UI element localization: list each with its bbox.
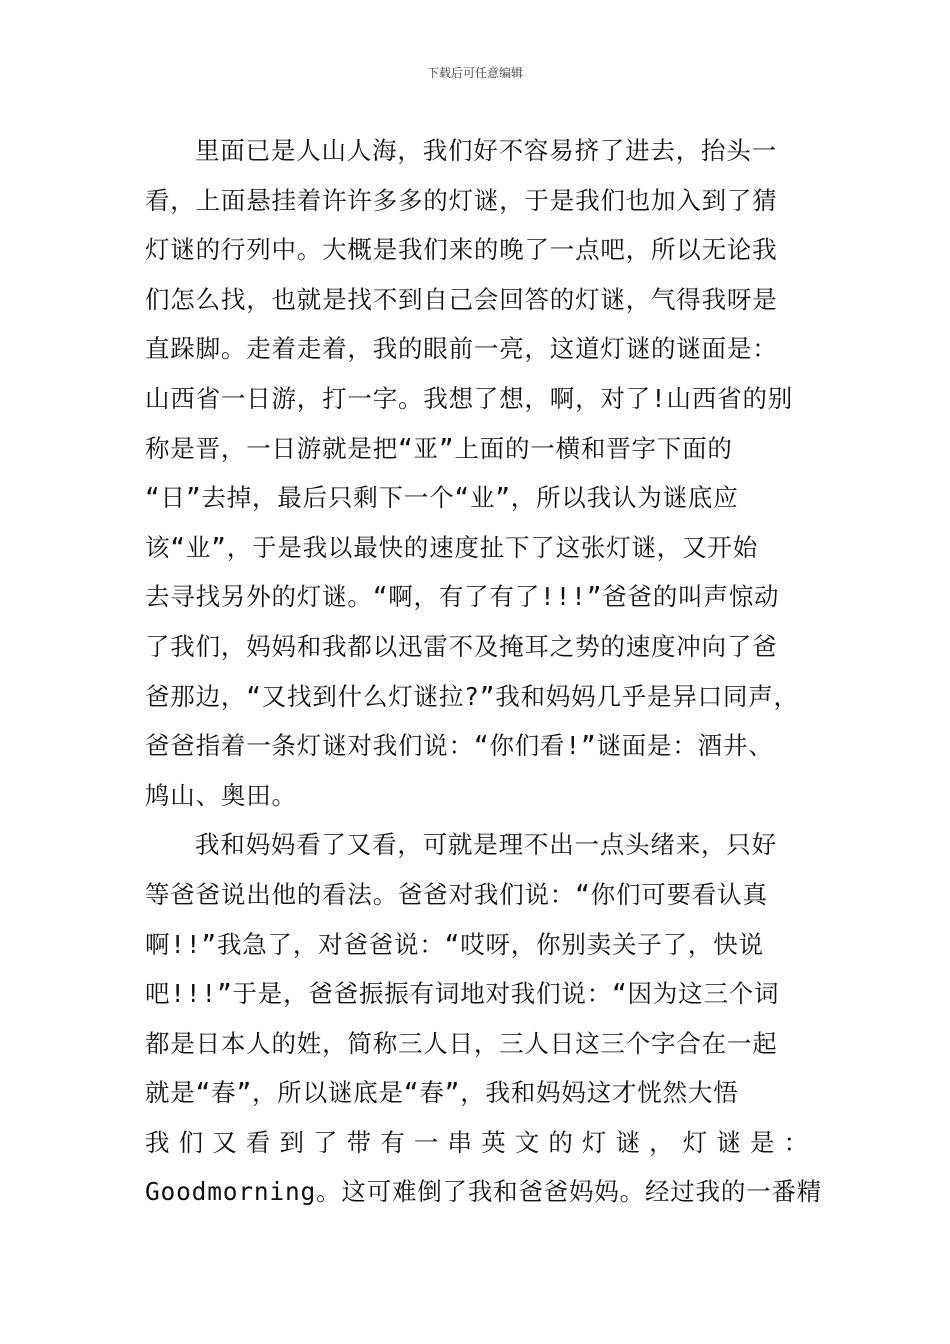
text-char: 又 [212,1127,238,1157]
text-char: ， [649,1127,675,1157]
text-char: 到 [279,1127,305,1157]
text-line-justified [145,1118,809,1168]
text-char: 我 [145,1127,171,1157]
text-char: 有 [380,1127,406,1157]
text-char: 串 [447,1127,473,1157]
text-char: 谜 [716,1127,742,1157]
text-char: 的 [548,1127,574,1157]
text-char: 一 [413,1127,440,1157]
text-line: 直跺脚。走着走着，我的眼前一亮，这道灯谜的谜面是： [145,334,778,364]
page-header: 下载后可任意编辑 [426,66,523,80]
text-line: 看，上面悬挂着许许多多的灯谜，于是我们也加入到了猜 [145,185,778,215]
text-char: 英 [481,1127,507,1157]
text-line: 称是晋，一日游就是把“亚”上面的一横和晋字下面的 [145,433,733,463]
document-body [145,126,823,1217]
text-line: 就是“春”，所以谜底是“春”，我和妈妈这才恍然大悟 [145,1078,739,1108]
text-char: 是 [749,1127,776,1157]
text-char: 文 [514,1127,541,1157]
text-line: 等爸爸说出他的看法。爸爸对我们说：“你们可要看认真 [145,879,768,909]
text-line: 吧!!!”于是，爸爸振振有词地对我们说：“因为这三个词 [145,979,780,1009]
text-line: Goodmorning。这可难倒了我和爸爸妈妈。经过我的一番精 [145,1177,823,1207]
text-char: 看 [245,1127,272,1157]
text-char: 谜 [615,1127,641,1157]
text-line: 都是日本人的姓，简称三人日，三人日这三个字合在一起 [145,1028,778,1058]
text-line: 灯谜的行列中。大概是我们来的晚了一点吧，所以无论我 [145,235,778,265]
text-line: 去寻找另外的灯谜。“啊，有了有了!!!”爸爸的叫声惊动 [145,582,780,612]
text-line: 啊!!”我急了，对爸爸说：“哎呀，你别卖关子了，快说 [145,929,764,959]
text-line: “日”去掉，最后只剩下一个“业”，所以我认为谜底应 [145,483,739,513]
text-line: 爸那边，“又找到什么灯谜拉?”我和妈妈几乎是异口同声， [145,681,799,711]
text-char: ： [783,1127,809,1157]
text-line: 里面已是人山人海，我们好不容易挤了进去，抬头一 [195,136,777,165]
text-char: 带 [346,1127,372,1157]
text-line: 我和妈妈看了又看，可就是理不出一点头绪来，只好 [195,830,777,860]
text-line: 鸠山、奥田。 [145,780,297,810]
text-char: 了 [313,1127,339,1157]
text-char: 灯 [682,1127,709,1157]
text-line: 们怎么找，也就是找不到自己会回答的灯谜，气得我呀是 [145,284,778,314]
text-line: 山西省一日游，打一字。我想了想，啊，对了!山西省的别 [145,383,794,413]
text-char: 们 [178,1127,204,1157]
text-line: 爸爸指着一条灯谜对我们说：“你们看!”谜面是：酒井、 [145,731,774,761]
text-char: 灯 [581,1127,608,1157]
text-line: 该“业”，于是我以最快的速度扯下了这张灯谜，又开始 [145,532,758,562]
text-line: 了我们，妈妈和我都以迅雷不及掩耳之势的速度冲向了爸 [145,631,778,661]
